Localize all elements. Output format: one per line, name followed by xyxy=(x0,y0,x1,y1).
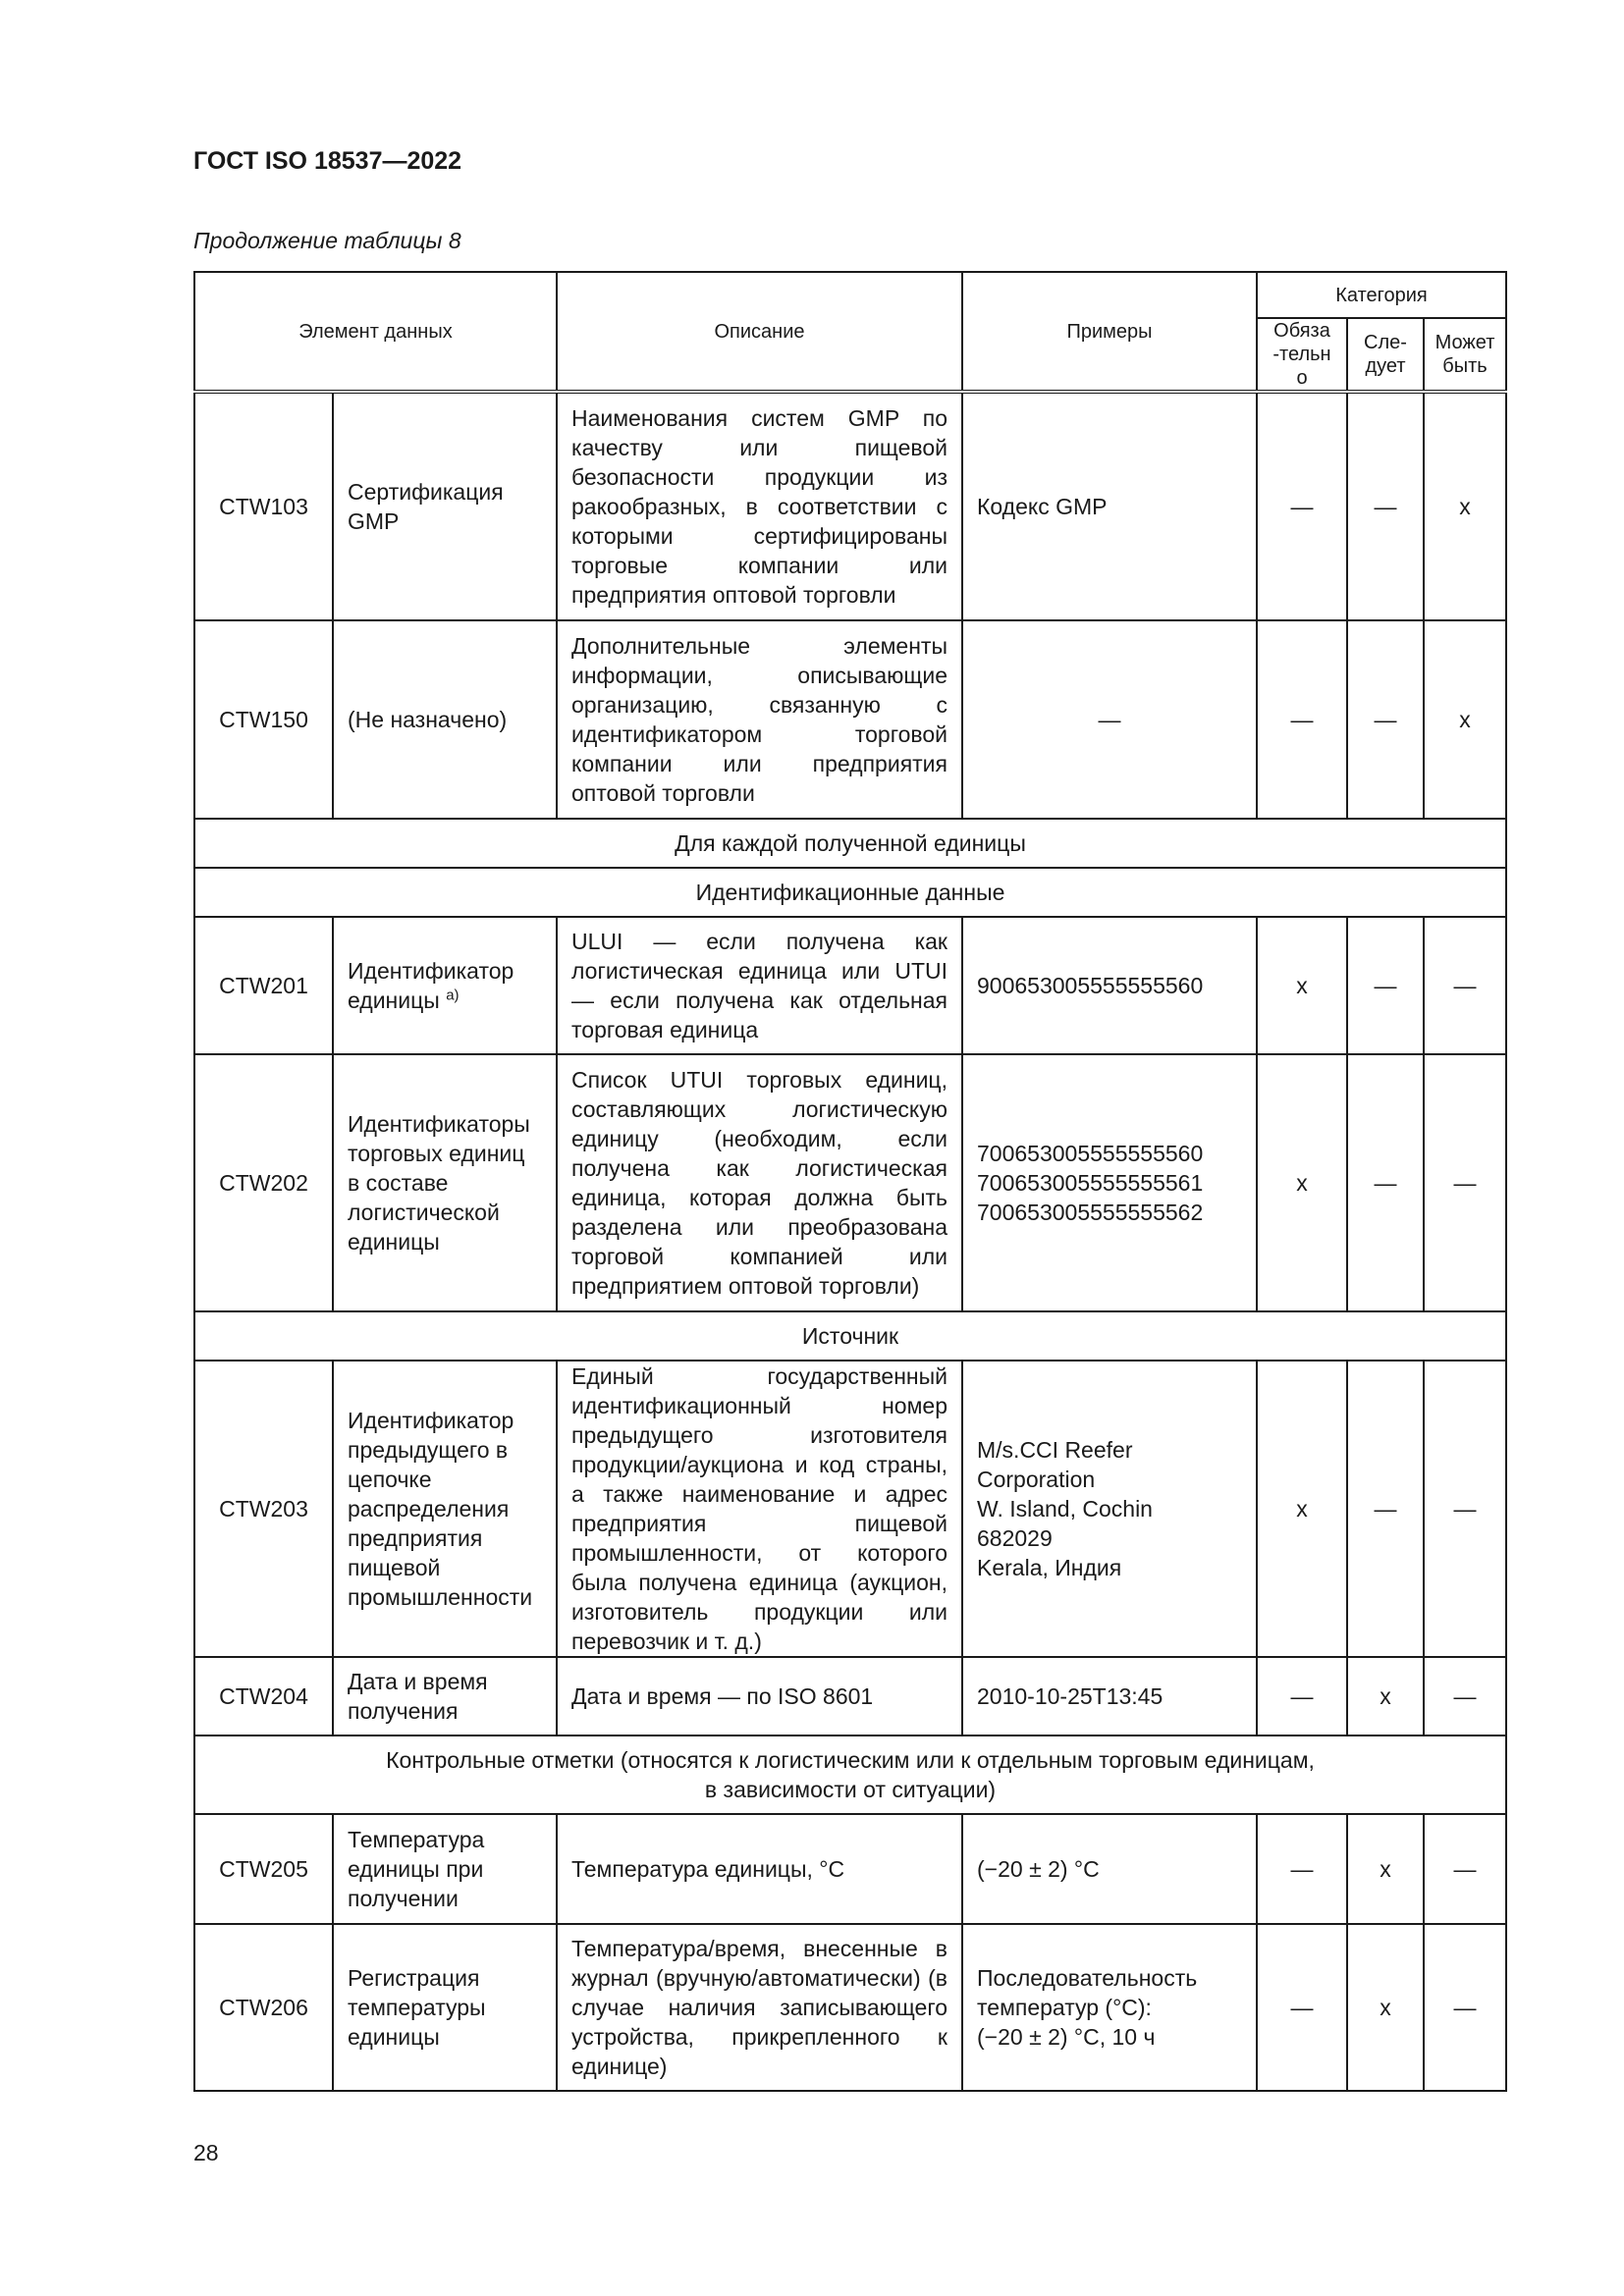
row-code: CTW202 xyxy=(194,1054,333,1311)
header-should-text: Сле-дует xyxy=(1364,332,1407,377)
row-example: — xyxy=(962,620,1257,819)
example-line: (−20 ± 2) °С, 10 ч xyxy=(977,2024,1156,2050)
section-row xyxy=(194,819,1506,868)
row-should: — xyxy=(1347,392,1424,620)
header-category: Категория xyxy=(1257,272,1506,318)
row-example xyxy=(962,1924,1257,2091)
row-example xyxy=(962,1361,1257,1657)
row-description: Дата и время — по ISO 8601 xyxy=(557,1657,962,1735)
example-line: Последовательность xyxy=(977,1965,1198,1991)
row-name: Идентификатор предыдущего в цепочке распределения предприятия пищевой промышленности xyxy=(333,1361,557,1657)
section-title-line: Контрольные отметки (относятся к логистическим или к отдельным торговым единицам, xyxy=(386,1747,1315,1773)
header-examples: Примеры xyxy=(962,272,1257,392)
row-may: — xyxy=(1424,1054,1506,1311)
row-description: Список UTUI торговых единиц, составляющих логистическую единицу (необходим, если получена как логистическая единица, которая должна быть разделена или преобразована торговой компанией или предприятием оптовой торговли) xyxy=(557,1054,962,1311)
section-row xyxy=(194,1735,1506,1814)
section-row xyxy=(194,868,1506,917)
example-line: M/s.CCI Reefer xyxy=(977,1437,1133,1463)
row-should: x xyxy=(1347,1814,1424,1924)
header-mandatory xyxy=(1257,318,1347,392)
row-may: — xyxy=(1424,917,1506,1054)
row-code: CTW203 xyxy=(194,1361,333,1657)
row-name: Регистрация температуры единицы xyxy=(333,1924,557,2091)
header-may: Может быть xyxy=(1424,318,1506,392)
section-title: Для каждой полученной единицы xyxy=(194,819,1506,868)
row-should: x xyxy=(1347,1657,1424,1735)
table-row xyxy=(194,1054,1506,1311)
example-line: 700653005555555560 xyxy=(977,1141,1204,1166)
row-should: — xyxy=(1347,620,1424,819)
row-description: Единый государственный идентификационный номер предыдущего изготовителя продукции/аукциона и код страны, а также наименование и адрес предприятия пищевой промышленности, от которого была получена единица (аукцион, изготовитель продукции или перевозчик и т. д.) xyxy=(557,1361,962,1657)
document-header: ГОСТ ISO 18537—2022 xyxy=(193,147,462,175)
row-should: — xyxy=(1347,1054,1424,1311)
section-title: Источник xyxy=(194,1311,1506,1361)
row-may: — xyxy=(1424,1657,1506,1735)
example-line: 682029 xyxy=(977,1525,1053,1551)
row-name: Дата и время получения xyxy=(333,1657,557,1735)
header-should xyxy=(1347,318,1424,392)
example-line: 700653005555555562 xyxy=(977,1200,1204,1225)
row-mandatory: x xyxy=(1257,1054,1347,1311)
row-example: 900653005555555560 xyxy=(962,917,1257,1054)
table-row xyxy=(194,620,1506,819)
row-name xyxy=(333,917,557,1054)
example-line: температур (°С): xyxy=(977,1995,1152,2020)
row-name: (Не назначено) xyxy=(333,620,557,819)
page-number: 28 xyxy=(193,2140,219,2165)
header-mandatory-text: Обяза-тельно xyxy=(1272,320,1331,389)
footnote-marker: а) xyxy=(446,987,460,1004)
table-row xyxy=(194,1657,1506,1735)
row-may: x xyxy=(1424,392,1506,620)
row-mandatory: — xyxy=(1257,620,1347,819)
row-may: — xyxy=(1424,1361,1506,1657)
row-may: x xyxy=(1424,620,1506,819)
row-code: CTW150 xyxy=(194,620,333,819)
row-code: CTW201 xyxy=(194,917,333,1054)
header-description: Описание xyxy=(557,272,962,392)
example-line: 700653005555555561 xyxy=(977,1170,1204,1196)
row-should: — xyxy=(1347,917,1424,1054)
row-code: CTW103 xyxy=(194,392,333,620)
row-mandatory: — xyxy=(1257,1657,1347,1735)
table-row xyxy=(194,392,1506,620)
example-line: Corporation xyxy=(977,1467,1096,1492)
table-continuation-caption: Продолжение таблицы 8 xyxy=(193,228,461,253)
data-elements-table xyxy=(193,271,1507,2092)
row-example: 2010-10-25T13:45 xyxy=(962,1657,1257,1735)
row-should: — xyxy=(1347,1361,1424,1657)
row-name-text: Идентификатор единицы xyxy=(348,958,514,1013)
row-example: (−20 ± 2) °С xyxy=(962,1814,1257,1924)
table-row xyxy=(194,1814,1506,1924)
table-row xyxy=(194,1924,1506,2091)
section-title: Идентификационные данные xyxy=(194,868,1506,917)
row-name: Идентификаторы торговых единиц в составе логистической единицы xyxy=(333,1054,557,1311)
section-title xyxy=(194,1735,1506,1814)
row-description: ULUI — если получена как логистическая единица или UTUI — если получена как отдельная торговая единица xyxy=(557,917,962,1054)
example-line: Kerala, Индия xyxy=(977,1555,1122,1580)
row-description: Температура единицы, °С xyxy=(557,1814,962,1924)
table-row xyxy=(194,1361,1506,1657)
table-row xyxy=(194,917,1506,1054)
row-may: — xyxy=(1424,1924,1506,2091)
row-may: — xyxy=(1424,1814,1506,1924)
row-example xyxy=(962,1054,1257,1311)
row-example: Кодекс GMP xyxy=(962,392,1257,620)
row-mandatory: x xyxy=(1257,1361,1347,1657)
row-description: Температура/время, внесенные в журнал (вручную/автоматически) (в случае наличия записывающего устройства, прикрепленного к единице) xyxy=(557,1924,962,2091)
section-row xyxy=(194,1311,1506,1361)
row-code: CTW205 xyxy=(194,1814,333,1924)
row-mandatory: x xyxy=(1257,917,1347,1054)
header-data-element: Элемент данных xyxy=(194,272,557,392)
row-name: Температура единицы при получении xyxy=(333,1814,557,1924)
row-mandatory: — xyxy=(1257,1814,1347,1924)
example-line: W. Island, Cochin xyxy=(977,1496,1153,1522)
row-code: CTW204 xyxy=(194,1657,333,1735)
row-description: Дополнительные элементы информации, описывающие организацию, связанную с идентификатором торговой компании или предприятия оптовой торговли xyxy=(557,620,962,819)
row-should: x xyxy=(1347,1924,1424,2091)
row-description: Наименования систем GMP по качеству или пищевой безопасности продукции из ракообразных, в соответствии с которыми сертифицированы торговые компании или предприятия оптовой торговли xyxy=(557,392,962,620)
row-mandatory: — xyxy=(1257,392,1347,620)
row-mandatory: — xyxy=(1257,1924,1347,2091)
row-code: CTW206 xyxy=(194,1924,333,2091)
section-title-line: в зависимости от ситуации) xyxy=(704,1777,997,1802)
row-name: Сертификация GMP xyxy=(333,392,557,620)
